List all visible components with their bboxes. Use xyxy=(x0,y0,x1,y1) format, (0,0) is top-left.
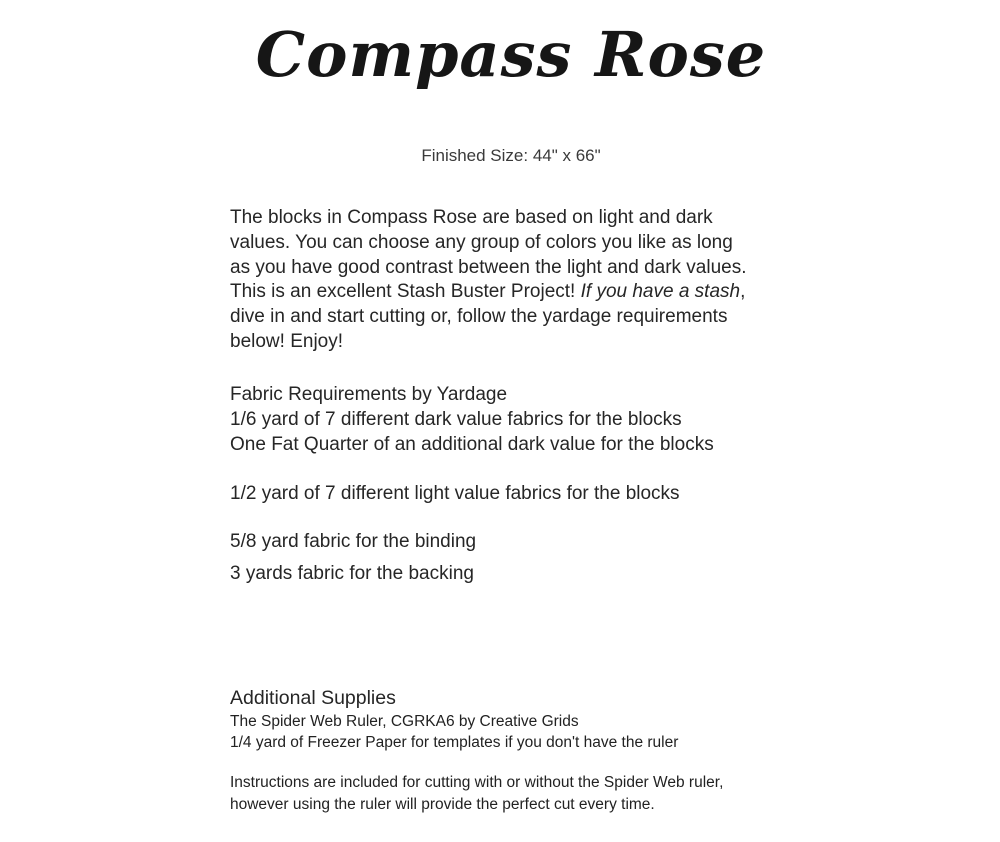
intro-line-italic: If you have a stash xyxy=(580,281,741,303)
finished-size-text: Finished Size: 44" x 66" xyxy=(421,146,601,165)
fabric-light-line: 1/2 yard of 7 different light value fabrics for the blocks xyxy=(230,483,680,504)
instructions-paragraph xyxy=(230,772,723,815)
fabric-binding-line: 5/8 yard fabric for the binding xyxy=(230,531,477,552)
instructions-line: however using the ruler will provide the perfect cut every time. xyxy=(230,795,655,813)
additional-supplies-section xyxy=(230,686,678,753)
fabric-dark-line: One Fat Quarter of an additional dark value for the blocks xyxy=(230,433,714,455)
supplies-line: 1/4 yard of Freezer Paper for templates if you don't have the ruler xyxy=(230,734,679,751)
instructions-line: Instructions are included for cutting with or without the Spider Web ruler, xyxy=(230,774,724,791)
intro-line xyxy=(230,280,747,305)
intro-line-part: , xyxy=(740,281,746,303)
fabric-dark-line: 1/6 yard of 7 different dark value fabrics for the blocks xyxy=(230,408,682,430)
intro-line: values. You can choose any group of colors you like as long xyxy=(230,231,733,253)
fabric-requirements-section xyxy=(230,383,714,457)
additional-supplies-heading: Additional Supplies xyxy=(230,687,396,709)
page-title: Compass Rose xyxy=(255,18,767,91)
fabric-backing-line: 3 yards fabric for the backing xyxy=(230,563,474,584)
fabric-requirements-heading: Fabric Requirements by Yardage xyxy=(230,384,508,405)
intro-line: below! Enjoy! xyxy=(230,330,344,352)
supplies-line: The Spider Web Ruler, CGRKA6 by Creative Grids xyxy=(230,713,579,730)
intro-line: dive in and start cutting or, follow the yardage requirements xyxy=(230,306,728,328)
intro-line: as you have good contrast between the light and dark values. xyxy=(230,256,747,278)
intro-line-part: This is an excellent Stash Buster Project! xyxy=(230,281,581,303)
intro-paragraph xyxy=(230,206,747,355)
intro-line: The blocks in Compass Rose are based on light and dark xyxy=(230,207,713,228)
